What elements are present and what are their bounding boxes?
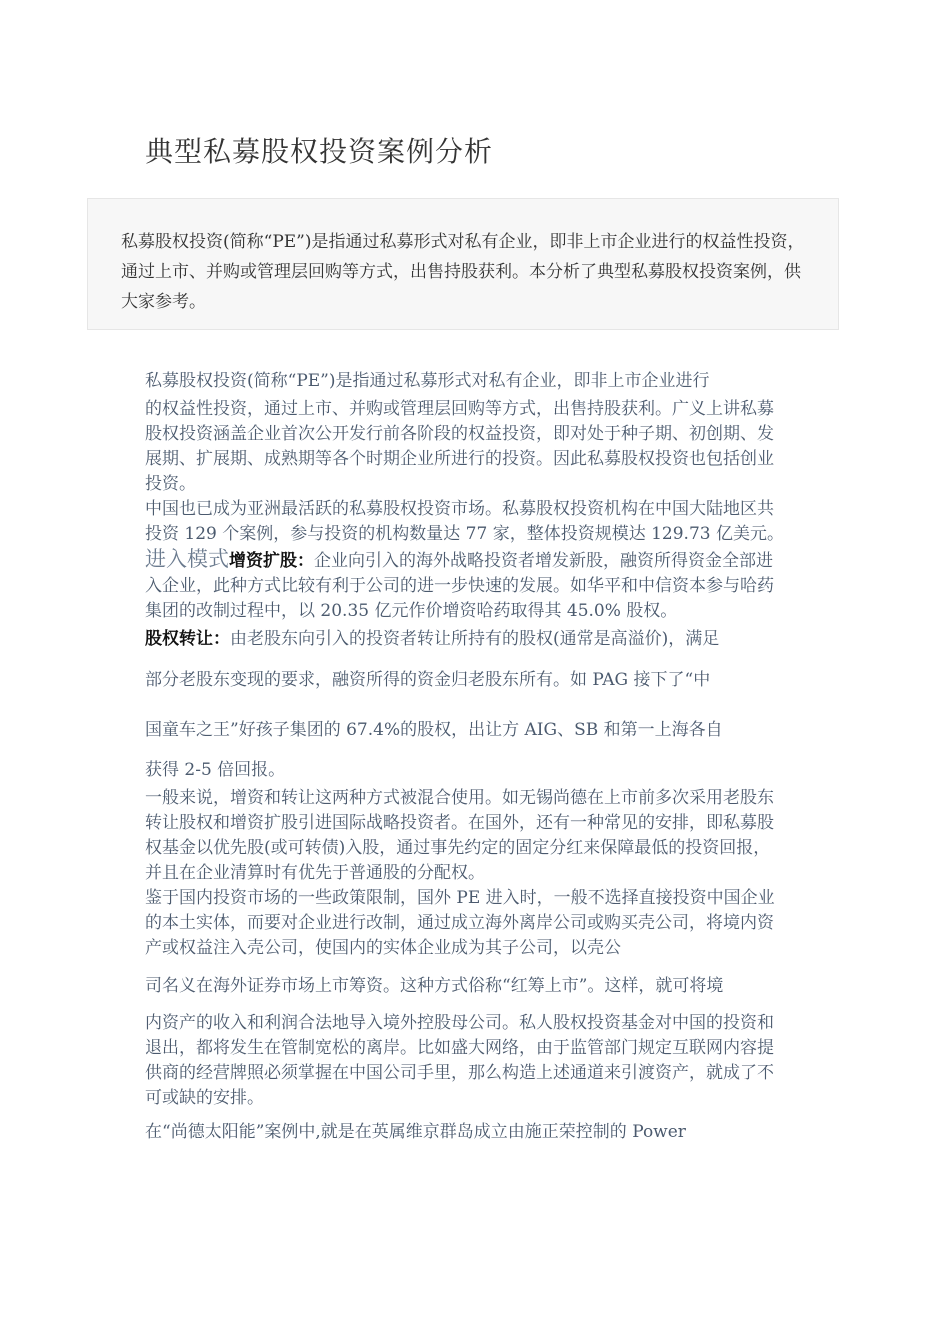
section-lead: 进入模式: [145, 547, 229, 571]
paragraph-capital-increase: [145, 547, 785, 624]
paragraph-equity-transfer: [145, 624, 785, 655]
paragraph-suntech: 在“尚德太阳能”案例中,就是在英属维京群岛成立由施正荣控制的 Power: [145, 1122, 686, 1142]
text-equity-transfer: 由老股东向引入的投资者转让所持有的股权(通常是高溢价)，满足: [230, 629, 720, 649]
equity-transfer-line4: 获得 2-5 倍回报。: [145, 760, 286, 780]
paragraph-intro: 的权益性投资，通过上市、并购或管理层回购等方式，出售持股获利。广义上讲私募股权投资涵盖企业首次公开发行前各阶段的权益投资，即对处于种子期、初创期、发展期、扩展期、成熟期等各个时期企业所进行的投资。因此私募股权投资也包括创业投资。: [145, 399, 774, 494]
summary-text: 私募股权投资(简称“PE”)是指通过私募形式对私有企业，即非上市企业进行的权益性投资，通过上市、并购或管理层回购等方式，出售持股获利。本分析了典型私募股权投资案例，供大家参考。: [121, 232, 805, 312]
label-equity-transfer: 股权转让：: [145, 629, 230, 649]
text-capital-increase: 企业向引入的海外战略投资者增发新股，融资所得资金全部进入企业，此种方式比较有利于公司的进一步快速的发展。如华平和中信资本参与哈药集团的改制过程中，以 20.35 亿元作价增资哈药取得其 45.0% 股权。: [145, 551, 774, 621]
equity-transfer-line3: 国童车之王”好孩子集团的 67.4%的股权，出让方 AIG、SB 和第一上海各自: [145, 720, 723, 740]
paragraph-intro-line1: 私募股权投资(简称“PE”)是指通过私募形式对私有企业，即非上市企业进行: [145, 371, 710, 391]
paragraph-offshore: 内资产的收入和利润合法地导入境外控股母公司。私人股权投资基金对中国的投资和退出，都将发生在管制宽松的离岸。比如盛大网络，由于监管部门规定互联网内容提供商的经营牌照必须掌握在中国公司手里，那么构造上述通道来引渡资产，就成了不可或缺的安排。: [145, 1013, 774, 1108]
label-capital-increase: 增资扩股：: [229, 551, 314, 571]
paragraph-mixed-methods: 一般来说，增资和转让这两种方式被混合使用。如无锡尚德在上市前多次采用老股东转让股权和增资扩股引进国际战略投资者。在国外，还有一种常见的安排，即私募股权基金以优先股(或可转债)入股，通过事先约定的固定分红来保障最低的投资回报，并且在企业清算时有优先于普通股的分配权。: [145, 788, 774, 883]
paragraph-red-chip: 鉴于国内投资市场的一些政策限制，国外 PE 进入时，一般不选择直接投资中国企业的本土实体，而要对企业进行改制，通过成立海外离岸公司或购买壳公司，将境内资产或权益注入壳公司，使国内的实体企业成为其子公司，以壳公: [145, 888, 775, 958]
paragraph-market: 中国也已成为亚洲最活跃的私募股权投资市场。私募股权投资机构在中国大陆地区共投资 129 个案例，参与投资的机构数量达 77 家，整体投资规模达 129.73 亿美元。: [145, 499, 784, 544]
summary-box: [87, 198, 839, 330]
equity-transfer-line2: 部分老股东变现的要求，融资所得的资金归老股东所有。如 PAG 接下了“中: [145, 670, 711, 690]
page-title: 典型私募股权投资案例分析: [145, 135, 494, 168]
red-chip-line4: 司名义在海外证券市场上市筹资。这种方式俗称“红筹上市”。这样，就可将境: [145, 976, 724, 996]
article-body: [145, 366, 785, 1148]
